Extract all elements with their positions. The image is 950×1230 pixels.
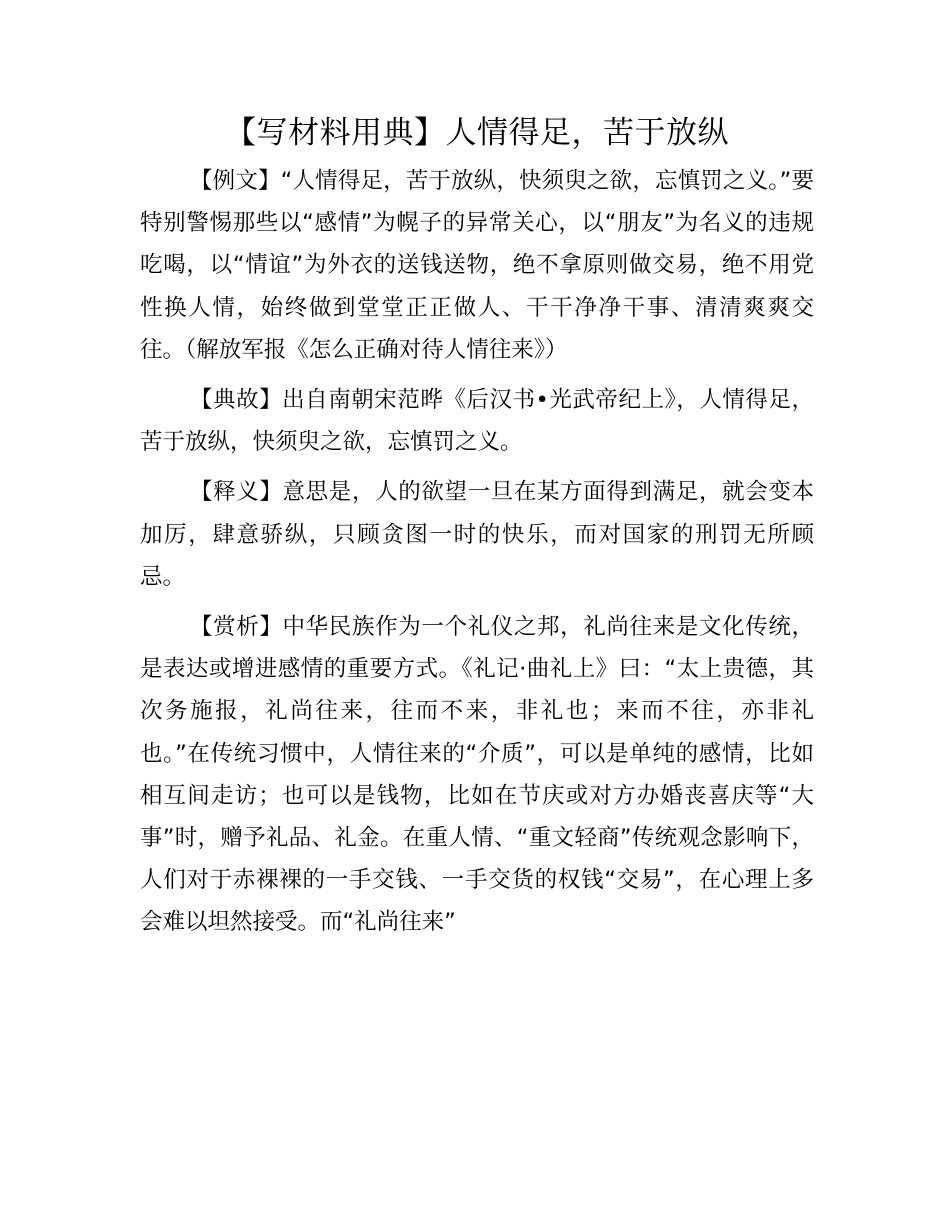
paragraph-appreciation: 【赏析】中华民族作为一个礼仪之邦，礼尚往来是文化传统，是表达或增进感情的重要方式。《礼记·曲礼上》曰：“太上贵德，其次务施报，礼尚往来，往而不来，非礼也；来而不往，亦非礼也。”在传统习惯中，人情往来的“介质”，可以是单纯的感情，比如相互间走访；也可以是钱物，比如在节庆或对方办婚丧喜庆等“大事”时，赠予礼品、礼金。在重人情、“重文轻商”传统观念影响下，人们对于赤裸裸的一手交钱、一手交货的权钱“交易”，在心理上多会难以坦然接受。而“礼尚往来” <box>140 614 814 936</box>
document-page <box>140 110 814 952</box>
paragraph-allusion: 【典故】出自南朝宋范晔《后汉书•光武帝纪上》，人情得足，苦于放纵，快须臾之欲，忘慎罚之义。 <box>140 387 814 456</box>
paragraph-meaning: 【释义】意思是，人的欲望一旦在某方面得到满足，就会变本加厉，肆意骄纵，只顾贪图一时的快乐，而对国家的刑罚无所顾忌。 <box>140 479 814 590</box>
paragraph-example: 【例文】“人情得足，苦于放纵，快须臾之欲，忘慎罚之义。”要特别警惕那些以“感情”为幌子的异常关心，以“朋友”为名义的违规吃喝，以“情谊”为外衣的送钱送物，绝不拿原则做交易，绝不用党性换人情，始终做到堂堂正正做人、干干净净干事、清清爽爽交往。（解放军报《怎么正确对待人情往来》） <box>140 168 814 363</box>
document-title: 【写材料用典】人情得足，苦于放纵 <box>225 115 729 151</box>
